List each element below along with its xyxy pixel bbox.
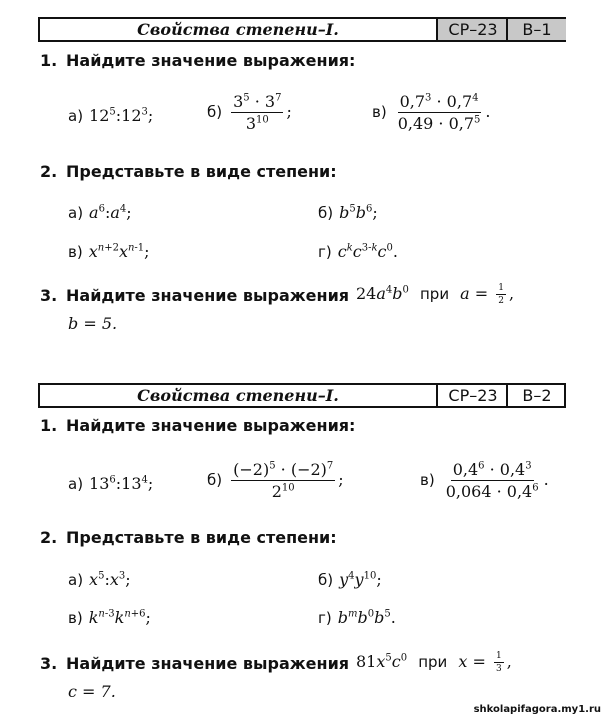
header-variant-1 (38, 17, 566, 42)
task-3-c-value: c = 7. (68, 682, 116, 701)
task-2b: б) $y^4y^{10}$; (318, 570, 382, 589)
task-2b: б) $b^5b^6$; (318, 203, 378, 222)
task-2d: г) $b^mb^0b^5$. (318, 608, 396, 627)
task-2c: в) $k^{n-3}k^{n+6}$; (68, 608, 151, 627)
worksheet-title: Свойства степени–I. (137, 20, 339, 39)
task-1a: а) $12^5:12^3$; (68, 106, 154, 125)
source-watermark: shkolapifagora.my1.ru (473, 704, 601, 715)
task-1b: б) $\frac{3^5 \cdot 3^7}{3^{10}}$ ; (207, 92, 292, 133)
task-2-heading: 2. Представьте в виде степени: (40, 162, 337, 181)
task-2a: а) $a^6:a^4$; (68, 203, 132, 222)
task-3-expression: $81x^5c^0$ при x = $\frac{1}{3}$ , (356, 651, 512, 674)
task-3-heading: 3. Найдите значение выражения (40, 654, 350, 673)
task-3-heading: 3. Найдите значение выражения (40, 286, 350, 305)
task-1b: б) $\frac{(-2)^5 \cdot (-2)^7}{2^{10}}$ ; (207, 460, 344, 501)
task-3-expression: $24a^4b^0$ при a = $\frac{1}{2}$ , (356, 283, 515, 306)
worksheet-title: Свойства степени–I. (137, 386, 339, 405)
task-3-b-value: b = 5. (68, 314, 118, 333)
task-1-heading: 1. Найдите значение выражения: (40, 51, 356, 70)
header-variant-2 (38, 383, 566, 408)
task-1c: в) $\frac{0,7^3 \cdot 0,7^4}{0,49 \cdot 0,7^5}$ . (372, 92, 491, 133)
task-2a: а) $x^5:x^3$; (68, 570, 131, 589)
task-2c: в) $x^{n+2}x^{n-1}$; (68, 242, 150, 261)
work-code: СР–23 (436, 19, 508, 40)
task-1c: в) $\frac{0,4^6 \cdot 0,4^3}{0,064 \cdot 0,4^6}$ . (420, 460, 549, 501)
task-1a: а) $13^6:13^4$; (68, 474, 154, 493)
task-2-heading: 2. Представьте в виде степени: (40, 528, 337, 547)
task-2d: г) $c^kc^{3-k}c^0$. (318, 242, 398, 261)
work-code: СР–23 (436, 385, 508, 406)
variant-label: В–1 (506, 19, 566, 40)
task-1-heading: 1. Найдите значение выражения: (40, 416, 356, 435)
variant-label: В–2 (506, 385, 566, 406)
